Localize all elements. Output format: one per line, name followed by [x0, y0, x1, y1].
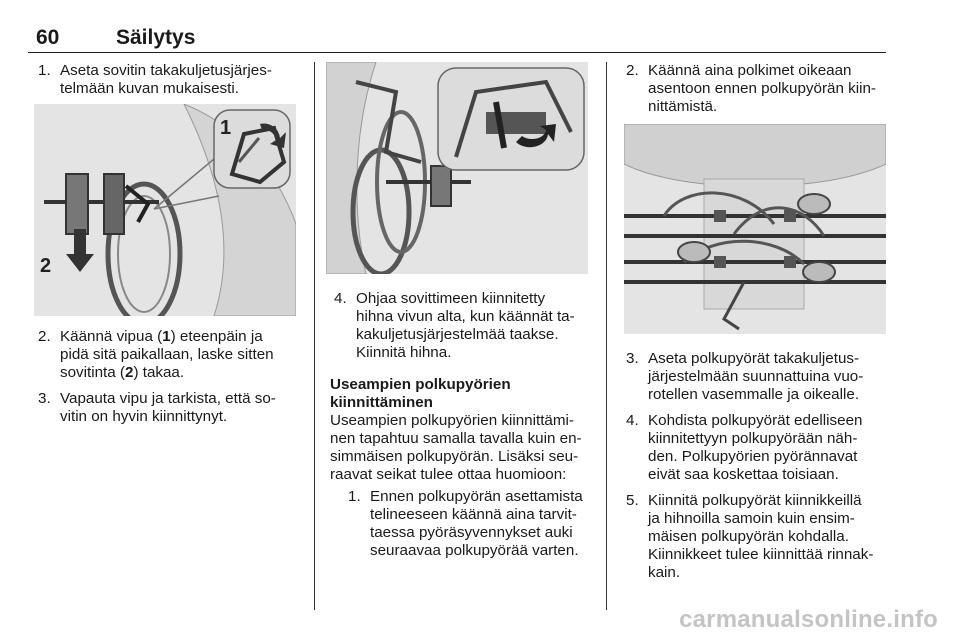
column-3 [622, 62, 888, 582]
adapter-illustration [34, 104, 296, 316]
paragraph: Useampien polkupyörien kiinnittämi- nen tapahtuu samalla tavalla kuin en- simmäisen polkupyörän. Lisäksi seu- raavat seikat tulee ottaa huomioon: [330, 412, 582, 483]
list-item: 5. Kiinnitä polkupyörät kiinnikkeillä ja hihnoilla samoin kuin ensim- mäisen polkupyörän kohdalla. Kiinnikkeet tulee kiinnittää rinnak- kain. [626, 492, 874, 581]
list-item: 1. Ennen polkupyörän asettamista telineeseen käännä aina tarvit- taessa pyöräsyvennykset auki seuraavaa polkupyörää varten. [348, 488, 583, 559]
bikes-on-carrier-illustration [624, 124, 886, 334]
list-item: 4. Kohdista polkupyörät edelliseen kiinnitettyyn polkupyörään näh- den. Polkupyörien pyörännavat eivät saa koskettaa toisiaan. [626, 412, 863, 483]
list-item: 2. Käännä vipua (1) eteenpäin ja pidä sitä paikallaan, laske sitten sovitinta (2) takaa. [38, 328, 274, 381]
list-item: 4. Ohjaa sovittimeen kiinnitetty hihna vivun alta, kun käännät ta- kakuljetusjärjestelmää taakse. Kiinnitä hihna. [334, 290, 575, 361]
column-divider [314, 62, 315, 610]
column-1 [34, 62, 296, 426]
list-item: 2. Käännä aina polkimet oikeaan asentoon ennen polkupyörän kiin- nittämistä. [626, 62, 876, 115]
column-divider [606, 62, 607, 610]
strap-illustration [326, 62, 588, 274]
page-title: Säilytys [116, 26, 196, 49]
watermark: carmanualsonline.info [679, 606, 938, 633]
page-header [28, 22, 886, 53]
column-2 [330, 62, 592, 560]
list-item: 3. Aseta polkupyörät takakuljetus- järjestelmään suunnattuina vuo- rotellen vasemmalle ja oikealle. [626, 350, 864, 403]
callout-2-label: 2 [40, 255, 52, 277]
page-number: 60 [36, 26, 60, 49]
list-item: 3. Vapauta vipu ja tarkista, että so- vitin on hyvin kiinnittynyt. [38, 390, 276, 425]
section-heading: Useampien polkupyörien kiinnittäminen [330, 376, 511, 411]
callout-1-label: 1 [220, 117, 232, 139]
list-item: 1. Aseta sovitin takakuljetusjärjes- telmään kuvan mukaisesti. [38, 62, 272, 97]
